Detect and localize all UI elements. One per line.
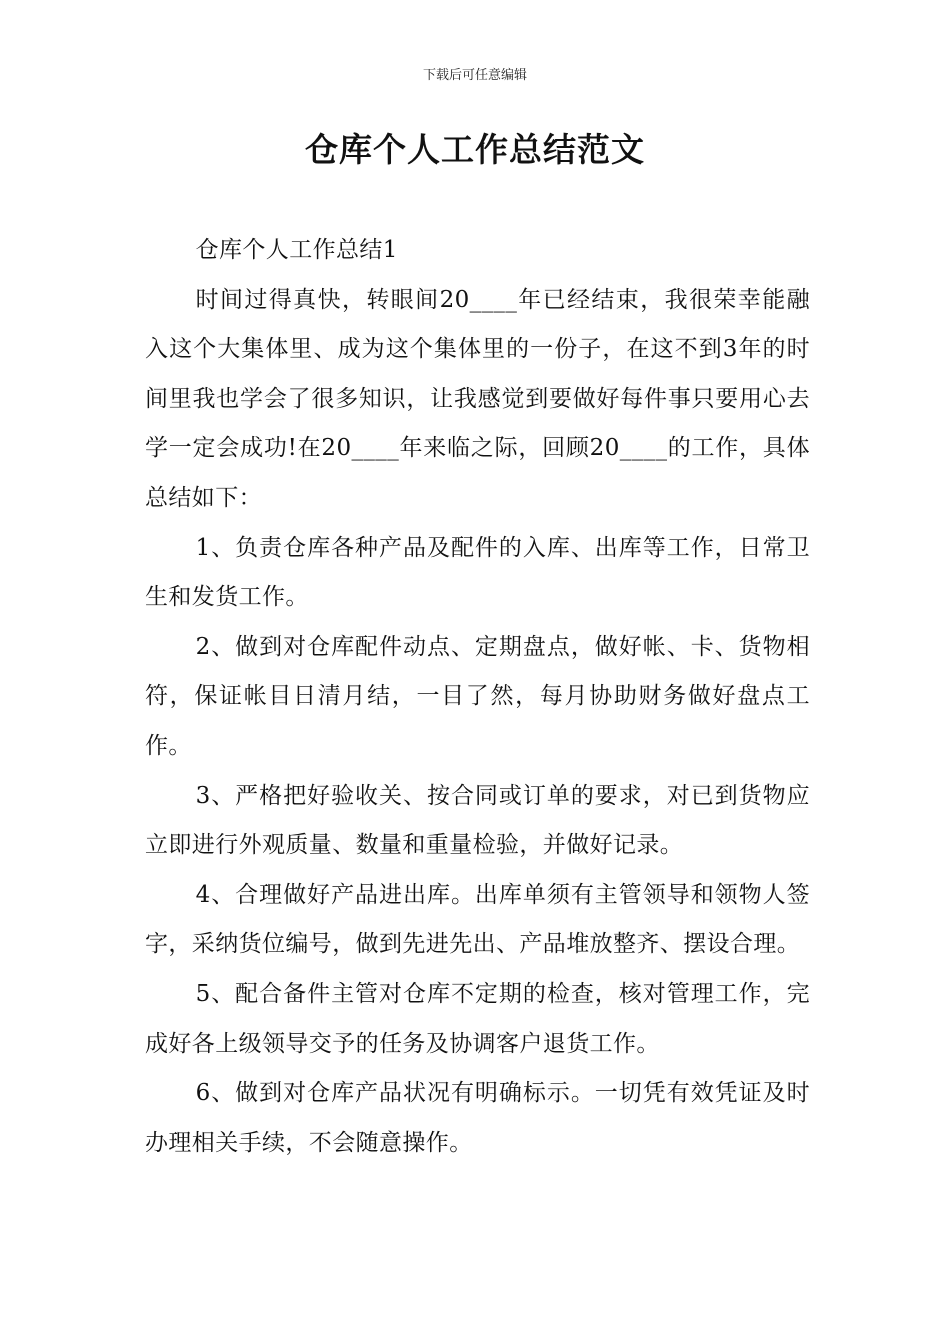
paragraph-item-5: 5、配合备件主管对仓库不定期的检查，核对管理工作，完成好各上级领导交予的任务及协调客户退货工作。: [145, 980, 810, 1057]
paragraph-item-6: 6、做到对仓库产品状况有明确标示。一切凭有效凭证及时办理相关手续，不会随意操作。: [145, 1080, 810, 1156]
paragraph-item-3: 3、严格把好验收关、按合同或订单的要求，对已到货物应立即进行外观质量、数量和重量检验，并做好记录。: [145, 782, 810, 859]
paragraph-item-4: 4、合理做好产品进出库。出库单须有主管领导和领物人签字，采纳货位编号，做到先进先出、产品堆放整齐、摆设合理。: [145, 881, 810, 958]
header-note: 下载后可任意编辑: [422, 68, 527, 83]
paragraph-intro: 时间过得真快，转眼间20____年已经结束，我很荣幸能融入这个大集体里、成为这个集体里的一份子，在这不到3年的时间里我也学会了很多知识，让我感觉到要做好每件事只要用心去学一定会成功!在20____年来临之际，回顾20____的工作，具体总结如下：: [145, 286, 810, 511]
paragraph-item-1: 1、负责仓库各种产品及配件的入库、出库等工作，日常卫生和发货工作。: [145, 534, 810, 611]
paragraph-item-2: 2、做到对仓库配件动点、定期盘点，做好帐、卡、货物相符，保证帐目日清月结，一目了然，每月协助财务做好盘点工作。: [145, 633, 810, 759]
document-title: 仓库个人工作总结范文: [305, 130, 645, 169]
section-heading: 仓库个人工作总结1: [195, 237, 398, 263]
document-body: [145, 226, 810, 1168]
